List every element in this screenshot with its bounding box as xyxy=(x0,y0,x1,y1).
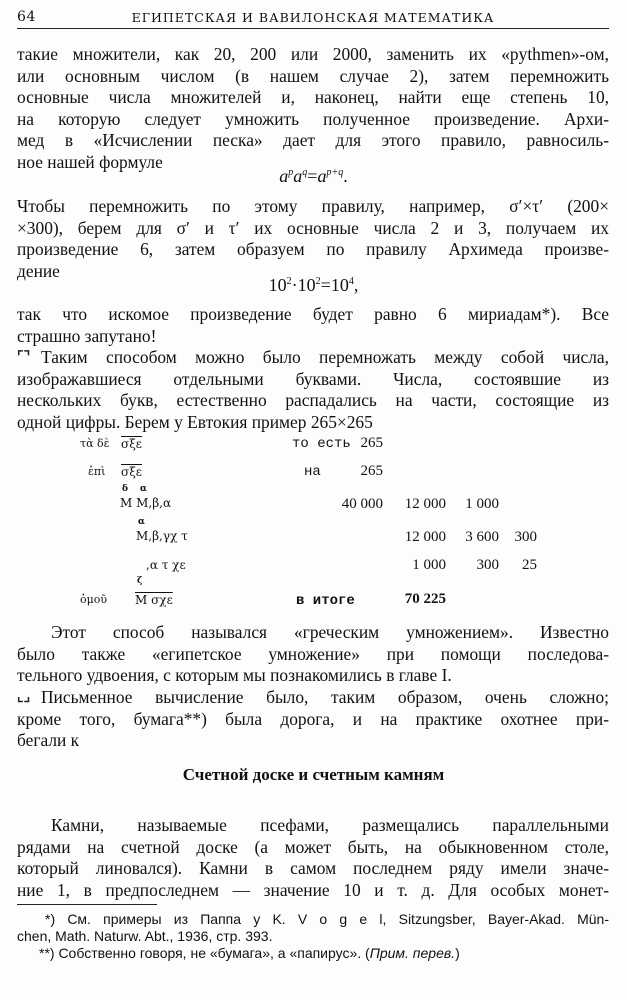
superscript-mark: α xyxy=(140,484,147,494)
text-line: ное нашей формуле xyxy=(17,151,163,172)
row-label: в итоге xyxy=(296,593,355,609)
greek-numeral: $\overline{\sigma\xi\varepsilon}$ xyxy=(121,437,143,451)
paragraph-7 xyxy=(17,815,609,901)
superscript-mark: α xyxy=(138,517,145,527)
greek-prefix: ὁμοῦ xyxy=(80,593,108,606)
paragraph-6 xyxy=(17,687,609,752)
footnote-2: **) Собственно говоря, не «бумага», а «папирус». (Прим. перев.) xyxy=(39,945,460,961)
row-label: на xyxy=(304,464,321,480)
running-header xyxy=(17,6,609,29)
running-title: ЕГИПЕТСКАЯ И ВАВИЛОНСКАЯ МАТЕМАТИКА xyxy=(131,10,495,25)
value-cell: 70 225 xyxy=(404,591,446,607)
footnotes xyxy=(17,911,609,962)
translator-note: Прим. перев. xyxy=(369,945,456,961)
text-line: нескольких букв, естественно распадались на части, состоящие из xyxy=(17,390,609,411)
value-cell: 25 xyxy=(522,557,537,573)
superscript-mark: δ xyxy=(122,484,129,494)
value-cell: 3 600 xyxy=(465,529,499,545)
text-line: или основным числом (в нашем случае 2), затем перемножить xyxy=(17,65,609,86)
greek-prefix: ἐπὶ xyxy=(88,465,106,478)
value-cell: 40 000 xyxy=(341,496,383,512)
text-line: рядами на счетной доске (а может быть, на обыкновенном столе, xyxy=(17,836,609,857)
text-line: ние 1, в предпоследнем — значение 10 и т. д. Для особых монет- xyxy=(17,879,609,900)
margin-bracket-mark: ⌜⌝ xyxy=(17,350,31,365)
greek-numeral: $\overline{\sigma\xi\varepsilon}$ xyxy=(121,465,143,479)
page-number: 64 xyxy=(17,9,37,25)
text-line: было также «египетское умножение» при помощи последова- xyxy=(17,643,609,664)
value-cell: 1 000 xyxy=(465,496,499,512)
value-cell: 300 xyxy=(476,557,499,573)
margin-bracket-mark: ⌞⌟ xyxy=(17,690,31,705)
greek-numeral: M M,β,α xyxy=(120,496,172,510)
text-line: Камни, называемые псефами, размещались параллельными xyxy=(51,815,609,835)
formula-powers-of-ten: $10^2\cdot 10^2=10^4$, xyxy=(268,275,359,295)
text-line: Чтобы перемножить по этому правилу, например, σ′×τ′ (200× xyxy=(17,196,609,216)
footnote-divider xyxy=(17,904,157,905)
text-line: ⌞⌟ Письменное вычисление было, таким образом, очень сложно; xyxy=(17,687,609,707)
section-heading: Счетной доске и счетным камням xyxy=(182,765,445,784)
text-line: ⌜⌝ Таким способом можно было перемножать между собой числа, xyxy=(17,347,609,367)
text-line: дение xyxy=(17,260,60,281)
text-line: основные числа множителей и, наконец, найти еще степень 10, xyxy=(17,87,609,108)
text-line: который линовался). Камни в самом последнем ряду имели значе- xyxy=(17,858,609,879)
greek-numeral: ,α τ χε xyxy=(146,558,186,572)
paragraph-4 xyxy=(17,347,609,433)
superscript-mark: ζ xyxy=(137,576,143,586)
footnote-1-line-2: chen, Math. Naturw. Abt., 1936, стр. 393. xyxy=(17,928,273,944)
footnote-1-line-1: *) См. примеры из Паппа у K. V o g e l, Sitzungsber, Bayer-Akad. Mün- xyxy=(45,911,609,927)
text-line: Этот способ назывался «греческим умножением». Известно xyxy=(51,622,609,642)
text-line: кроме того, бумага**) была дорога, и на практике охотнее при- xyxy=(17,708,609,729)
value-cell: 300 xyxy=(514,529,537,545)
text-line: страшно запутано! xyxy=(17,325,157,346)
paragraph-1 xyxy=(17,44,609,174)
text-line: так что искомое произведение будет равно 6 мириадам*). Все xyxy=(17,304,609,324)
value-cell: 265 xyxy=(360,435,383,451)
greek-prefix: τὰ δὲ xyxy=(80,437,110,450)
text-line: одной цифры. Берем у Евтокия пример 265×265 xyxy=(17,411,373,432)
paragraph-3 xyxy=(17,304,609,347)
greek-numeral: M,β,γχ τ xyxy=(136,529,188,543)
value-cell: 265 xyxy=(360,463,383,479)
text-line: на которую следует умножить полученное произведение. Архи- xyxy=(17,108,609,129)
value-cell: 12 000 xyxy=(404,529,446,545)
text-line: тельного удвоения, с которым мы познакомились в главе I. xyxy=(17,665,452,686)
text-line: произведение 6, затем образуем по правилу Архимеда произве- xyxy=(17,239,609,260)
value-cell: 1 000 xyxy=(412,557,446,573)
text-line: мед в «Исчислении песка» дает для этого правило, равносиль- xyxy=(17,130,609,151)
text-line: изображавшиеся отдельными буквами. Числа, состоявшие из xyxy=(17,368,609,389)
text-line: такие множители, как 20, 200 или 2000, заменить их «pythmen»-ом, xyxy=(17,44,609,64)
paragraph-5 xyxy=(17,622,609,687)
text-line: ×300), берем для σ′ и τ′ их основные числа 2 и 3, получаем их xyxy=(17,217,609,238)
paragraph-2 xyxy=(17,196,609,282)
value-cell: 12 000 xyxy=(404,496,446,512)
greek-numeral: M σχε xyxy=(135,593,173,607)
text-line: бегали к xyxy=(17,730,80,751)
row-label: то есть xyxy=(292,436,351,452)
formula-exponent-rule: $a^pa^q=a^{p+q}$. xyxy=(279,166,348,186)
